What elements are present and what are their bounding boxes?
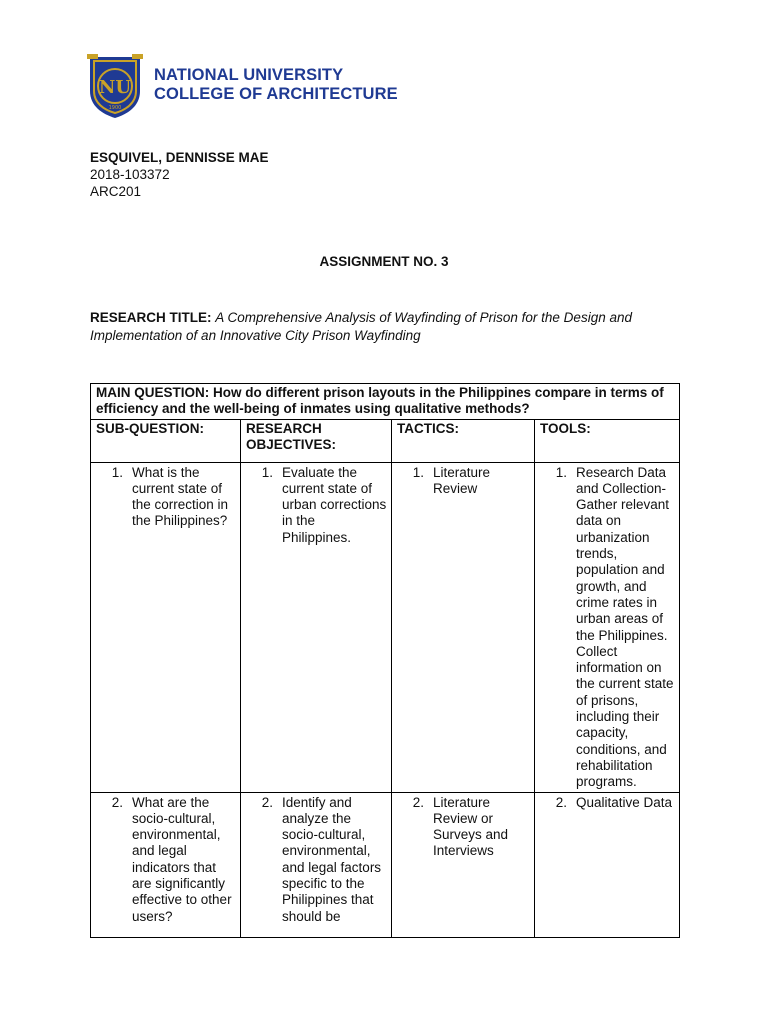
tool-cell: 1. Research Data and Collection- Gather relevant data on urbanization trends, population and growth, and crime rates in urban areas of the Philippines. Collect information on the current state of prisons, including their capacity, conditions, and rehabilitation programs. [535, 462, 680, 792]
header-tools: TOOLS: [535, 419, 680, 462]
tactic-cell: 2. Literature Review or Surveys and Interviews [392, 792, 535, 937]
tactic-cell: 1. Literature Review [392, 462, 535, 792]
student-info [90, 149, 269, 200]
student-name: ESQUIVEL, DENNISSE MAE [90, 150, 269, 165]
research-title-block [90, 309, 675, 345]
university-name-line2: COLLEGE OF ARCHITECTURE [154, 85, 398, 103]
objective-cell: 2. Identify and analyze the socio-cultural, environmental, and legal factors specific to the Philippines that should be [241, 792, 392, 937]
university-seal-logo [84, 51, 146, 119]
research-question-table [90, 383, 680, 938]
table-row [91, 462, 680, 792]
header-sub-question: SUB-QUESTION: [91, 419, 241, 462]
tool-cell: 2. Qualitative Data [535, 792, 680, 937]
table-row [91, 792, 680, 937]
svg-text:NU: NU [98, 77, 132, 98]
research-title-label: RESEARCH TITLE: [90, 310, 212, 325]
header-tactics: TACTICS: [392, 419, 535, 462]
student-id: 2018-103372 [90, 167, 170, 182]
course-code: ARC201 [90, 184, 142, 199]
header-research-objectives: RESEARCH OBJECTIVES: [241, 419, 392, 462]
sub-question-cell: 1. What is the current state of the correction in the Philippines? [91, 462, 241, 792]
objective-cell: 1. Evaluate the current state of urban corrections in the Philippines. [241, 462, 392, 792]
main-question: MAIN QUESTION: How do different prison layouts in the Philippines compare in terms of efficiency and the well-being of inmates using qualitative methods? [91, 384, 680, 420]
university-name-line1: NATIONAL UNIVERSITY [154, 66, 344, 84]
assignment-title: ASSIGNMENT NO. 3 [319, 254, 449, 269]
sub-question-cell: 2. What are the socio-cultural, environmental, and legal indicators that are significantly effective to other users? [91, 792, 241, 937]
university-header [84, 51, 398, 119]
svg-text:1900: 1900 [108, 105, 122, 111]
university-name [154, 66, 398, 104]
research-title-text: A Comprehensive Analysis of Wayfinding of Prison for the Design and Implementation of an Innovative City Prison Wayfinding [90, 310, 632, 343]
